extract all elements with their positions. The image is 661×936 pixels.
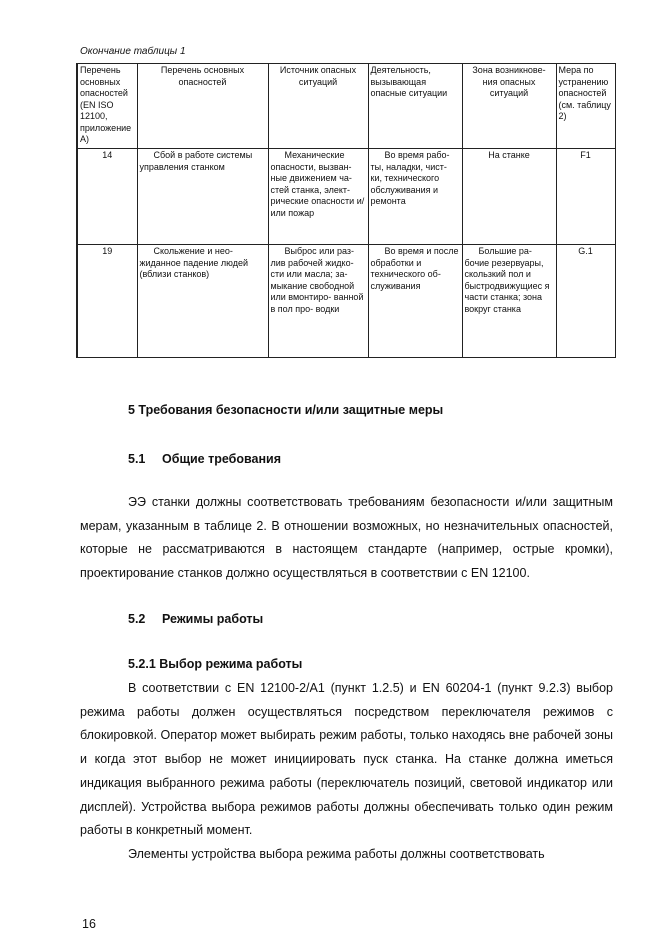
section-5-2-1-title: 5.2.1 Выбор режима работы [128, 657, 303, 671]
page-number: 16 [82, 917, 96, 931]
section-5-2-1-body [80, 677, 613, 867]
row-source: Выброс или раз- лив рабочей жидко- сти или масла; за- мыкание свободной или вмонтиро- ванной в пол про- водки [268, 245, 368, 358]
row-measure: G.1 [556, 245, 615, 358]
header-source: Источник опасных ситуаций [268, 64, 368, 149]
section-5-2-number: 5.2 [128, 612, 146, 626]
row-zone: Большие ра- бочие резервуары, скользкий пол и быстродвижущиес я части станка; зона вокруг станка [462, 245, 556, 358]
section-5-1-heading [128, 452, 281, 466]
paragraph: В соответствии с EN 12100-2/А1 (пункт 1.2.5) и EN 60204-1 (пункт 9.2.3) выбор режима работы должен осуществляться посредством переключателя режимов с блокировкой. Оператор может выбирать режим работы, только находясь вне рабочей зоны и когда этот выбор не может инициировать пуск станка. На станке должна иметься индикация выбранного режима работы (переключатель позиций, световой индикатор или дисплей). Устройства выбора режимов работы должны обеспечивать только один режим работы в конкретный момент. [80, 681, 613, 838]
section-5-1-title: Общие требования [162, 452, 282, 466]
row-num: 14 [77, 149, 137, 245]
header-measure: Мера по устранению опасностей (см. таблицу 2) [556, 64, 615, 149]
row-zone: На станке [462, 149, 556, 245]
row-measure: F1 [556, 149, 615, 245]
table-header-row [77, 64, 615, 149]
table-row [77, 245, 615, 358]
section-5-1-number: 5.1 [128, 452, 146, 466]
header-hazard-list: Перечень основных опасностей [137, 64, 268, 149]
header-activity: Деятельность, вызывающая опасные ситуации [368, 64, 462, 149]
table-caption: Окончание таблицы 1 [80, 46, 186, 57]
hazards-table [76, 63, 616, 358]
paragraph: ЭЭ станки должны соответствовать требованиям безопасности и/или защитным мерам, указанным в таблице 2. В отношении возможных, но незначительных опасностей, которые не рассматриваются в настоящем стандарте (например, острые кромки), проектирование станков должно осуществляться в соответствии с EN 12100. [80, 495, 613, 581]
row-source: Механические опасности, вызван- ные движением ча- стей станка, элект- рические опасности и/или пожар [268, 149, 368, 245]
table-row [77, 149, 615, 245]
row-activity: Во время рабо- ты, наладки, чист- ки, технического обслуживания и ремонта [368, 149, 462, 245]
header-zone: Зона возникнове- ния опасных ситуаций [462, 64, 556, 149]
header-hazard-ref: Перечень основных опасностей (EN ISO 12100, приложение А) [77, 64, 137, 149]
row-hazard: Скольжение и нео- жиданное падение людей (вблизи станков) [137, 245, 268, 358]
section-5-2-heading [128, 612, 263, 626]
row-hazard: Сбой в работе системы управления станком [137, 149, 268, 245]
row-num: 19 [77, 245, 137, 358]
section-5-title: 5 Требования безопасности и/или защитные меры [128, 403, 444, 417]
section-5-2-title: Режимы работы [162, 612, 264, 626]
row-activity: Во время и после обработки и технического об- служивания [368, 245, 462, 358]
paragraph: Элементы устройства выбора режима работы должны соответствовать [128, 846, 545, 861]
section-5-1-body [80, 491, 613, 586]
